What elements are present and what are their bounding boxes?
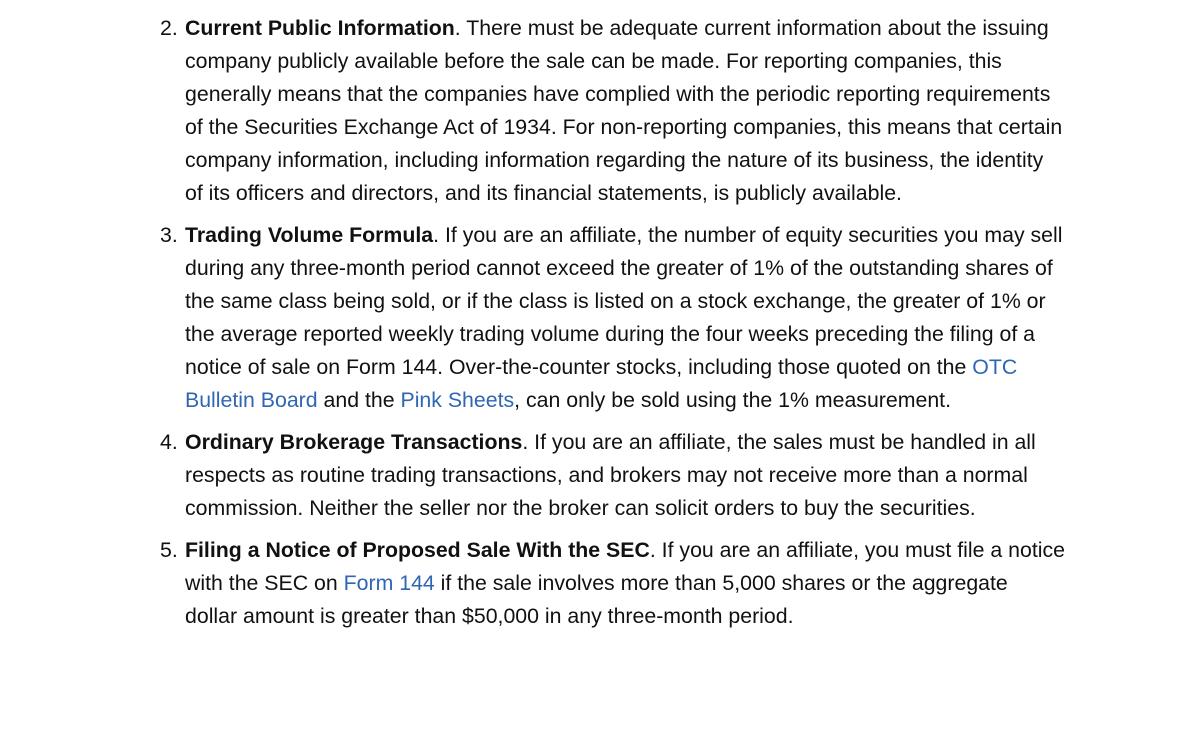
list-item-text: . If you are an affiliate, you must file a notice with the SEC on — [185, 538, 1065, 595]
document-body — [0, 12, 1200, 642]
list-item-number: 3. — [160, 223, 178, 247]
list-item-title: Current Public Information — [185, 16, 455, 40]
numbered-list — [0, 12, 1200, 633]
list-item-number: 4. — [160, 430, 178, 454]
list-item-title: Trading Volume Formula — [185, 223, 434, 247]
list-item-text: and the — [317, 388, 401, 412]
list-item — [0, 534, 1065, 633]
list-item-text: . If you are an affiliate, the sales must be handled in all respects as routine trading transactions, and brokers may not receive more than a normal commission. Neither the seller nor the broker can solicit orders to buy the securities. — [185, 430, 1036, 520]
list-item — [0, 219, 1065, 417]
list-item-number: 2. — [160, 16, 178, 40]
inline-link[interactable]: OTC Bulletin Board — [185, 355, 1018, 412]
inline-link[interactable]: Pink Sheets — [400, 388, 515, 412]
list-item-text: if the sale involves more than 5,000 shares or the aggregate dollar amount is greater than $50,000 in any three-month period. — [185, 571, 1008, 628]
list-item-title: Ordinary Brokerage Transactions — [185, 430, 523, 454]
list-item — [0, 12, 1065, 210]
inline-link[interactable]: Form 144 — [343, 571, 435, 595]
list-item-number: 5. — [160, 538, 178, 562]
list-item-text: . There must be adequate current information about the issuing company publicly available before the sale can be made. For reporting companies, this generally means that the companies have complied with the periodic reporting requirements of the Securities Exchange Act of 1934. For non-reporting companies, this means that certain company information, including information regarding the nature of its business, the identity of its officers and directors, and its financial statements, is publicly available. — [185, 16, 1063, 205]
list-item-title: Filing a Notice of Proposed Sale With the SEC — [185, 538, 650, 562]
list-item — [0, 426, 1065, 525]
list-item-text: , can only be sold using the 1% measurement. — [514, 388, 951, 412]
list-item-text: . If you are an affiliate, the number of equity securities you may sell during any three-month period cannot exceed the greater of 1% of the outstanding shares of the same class being sold, or if the class is listed on a stock exchange, the greater of 1% or the average reported weekly trading volume during the four weeks preceding the filing of a notice of sale on Form 144. Over-the-counter stocks, including those quoted on the — [185, 223, 1063, 379]
